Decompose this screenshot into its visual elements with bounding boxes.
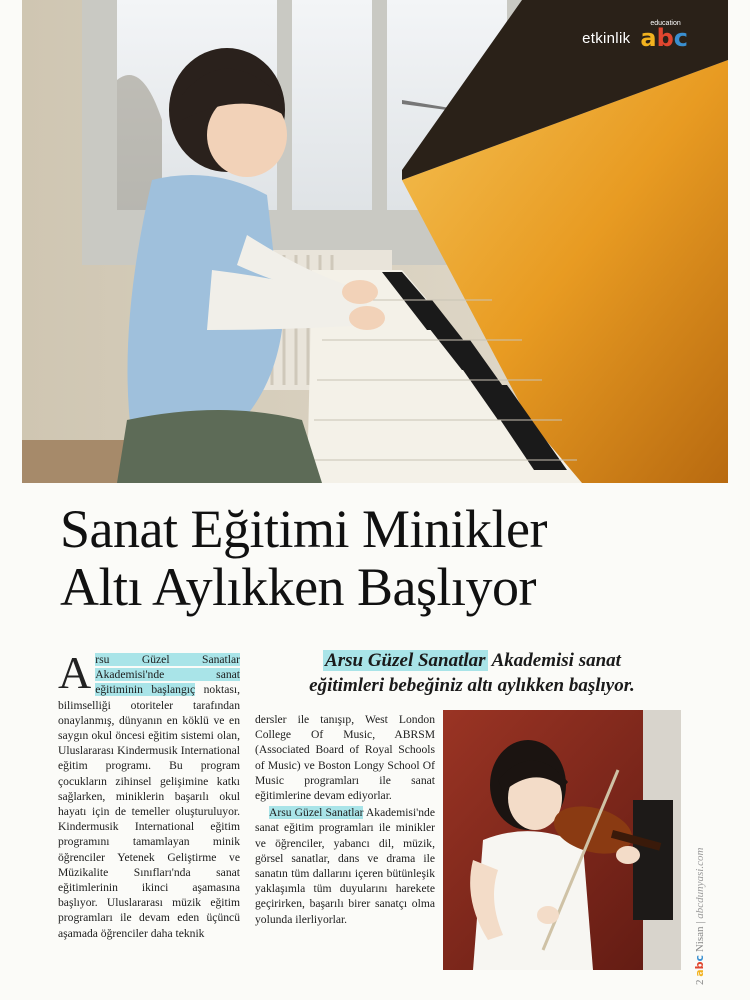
- page-number: 2: [694, 979, 706, 985]
- article-column-1: [58, 647, 240, 941]
- article-column-2: [255, 712, 435, 929]
- lead-highlight: rsu Güzel Sanatlar Akademisi'nde sanat eğitiminin başlangıç: [95, 653, 240, 697]
- pull-quote-line2: eğitimleri bebeğiniz altı aylıkken başlıyor.: [309, 675, 635, 696]
- headline-line-1: Sanat Eğitimi Minikler: [60, 499, 547, 559]
- pull-quote-highlight: Arsu Güzel Sanatlar: [325, 650, 486, 671]
- section-header: [582, 20, 688, 52]
- violin-illustration: [443, 710, 681, 970]
- column1-body: noktası, bilimselliği otoriteler tarafından onaylanmış, dünyanın en köklü ve en saygın okul öncesi eğitim sistemi olan, Uluslararası Kindermusik International eğitim programı. Bu program çocukların zihinsel gelişimine katkı sağlarken, miniklerin başarılı okul hayatı için de temeller oluşturuluyor. Kindermusik International eğitim programını tamamlayan minik öğrenciler Yetenek Geliştirme ve Müzikalite Sınıfları'nda sanat eğitimlerinin ikinci aşamasına başlıyor. Uluslararası müzik eğitim programları ile devam eden üçüncü aşamada öğrenciler daha teknik: [58, 683, 240, 940]
- drop-cap: A: [58, 647, 92, 698]
- hero-photo-piano: [22, 0, 728, 483]
- piano-illustration: [22, 0, 728, 483]
- website-url: abcdunyasi.com: [694, 847, 706, 919]
- abc-mini-logo: abc: [693, 954, 706, 977]
- column2-highlight: Arsu Güzel Sanatlar: [269, 806, 364, 820]
- abc-logo: education abc: [640, 20, 688, 52]
- issue-month: Nisan: [694, 926, 706, 953]
- page-footer-vertical: 2 abc Nisan | abcdunyasi.com: [693, 847, 706, 985]
- pull-quote-line1: Akademisi sanat: [487, 650, 621, 671]
- headline-line-2: Altı Aylıkken Başlıyor: [60, 557, 537, 617]
- article-headline: [60, 500, 710, 616]
- column2-paragraph-2: Arsu Güzel Sanatlar Akademisi'nde sanat eğitim programları ile minikler ve öğrenciler, yabancı dil, müzik, görsel sanatlar, dans ve drama ile sanatın tüm dallarını içeren bütünleşik yaklaşımla tüm duyularını harekete geçirirken, başarılı birer sanatçı olma yolunda ilerliyorlar.: [255, 806, 435, 926]
- violin-girl-photo: [443, 710, 681, 970]
- pull-quote: [252, 648, 692, 698]
- column2-paragraph-1: dersler ile tanışıp, West London College Of Music, ABRSM (Associated Board of Royal Schools of Music) ve Boston Longy School Of Music programları ile sanat eğitimlerine devam ediyorlar.: [255, 713, 435, 803]
- section-label: etkinlik: [582, 29, 631, 47]
